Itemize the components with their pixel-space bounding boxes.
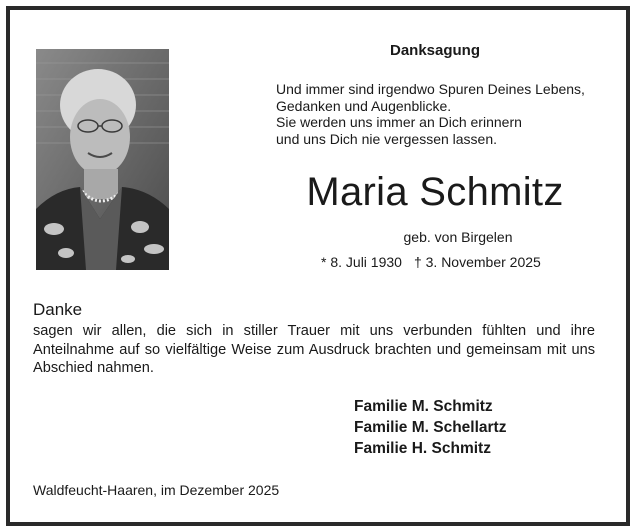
- poem-line: Gedanken und Augenblicke.: [276, 97, 452, 114]
- birth-date: * 8. Juli 1930: [321, 254, 402, 270]
- thanks-heading: Danksagung: [389, 42, 480, 59]
- family-name: Familie M. Schellartz: [354, 419, 507, 436]
- place-date: Waldfeucht-Haaren, im Dezember 2025: [33, 482, 280, 498]
- danke-text: sagen wir allen, die sich in stiller Trauer mit uns verbunden fühlten und ihre Anteilnahme auf so vielfältige Weise zum Ausdruck brachten und gemeinsam mit uns Abschied nahmen.: [33, 323, 595, 376]
- poem-line: und uns Dich nie vergessen lassen.: [276, 130, 498, 147]
- family-signatures: [354, 396, 506, 459]
- family-name: Familie M. Schmitz: [354, 398, 493, 415]
- deceased-name: Maria Schmitz: [306, 170, 564, 214]
- danke-heading: Danke: [33, 300, 83, 319]
- poem-line: Sie werden uns immer an Dich erinnern: [276, 114, 522, 130]
- death-date: † 3. November 2025: [413, 254, 541, 270]
- poem: [276, 81, 585, 147]
- family-name: Familie H. Schmitz: [354, 440, 491, 457]
- poem-line: Und immer sind irgendwo Spuren Deines Lebens,: [276, 81, 585, 97]
- maiden-name: geb. von Birgelen: [403, 229, 513, 245]
- portrait-photo: [36, 49, 169, 270]
- life-dates: [321, 254, 541, 270]
